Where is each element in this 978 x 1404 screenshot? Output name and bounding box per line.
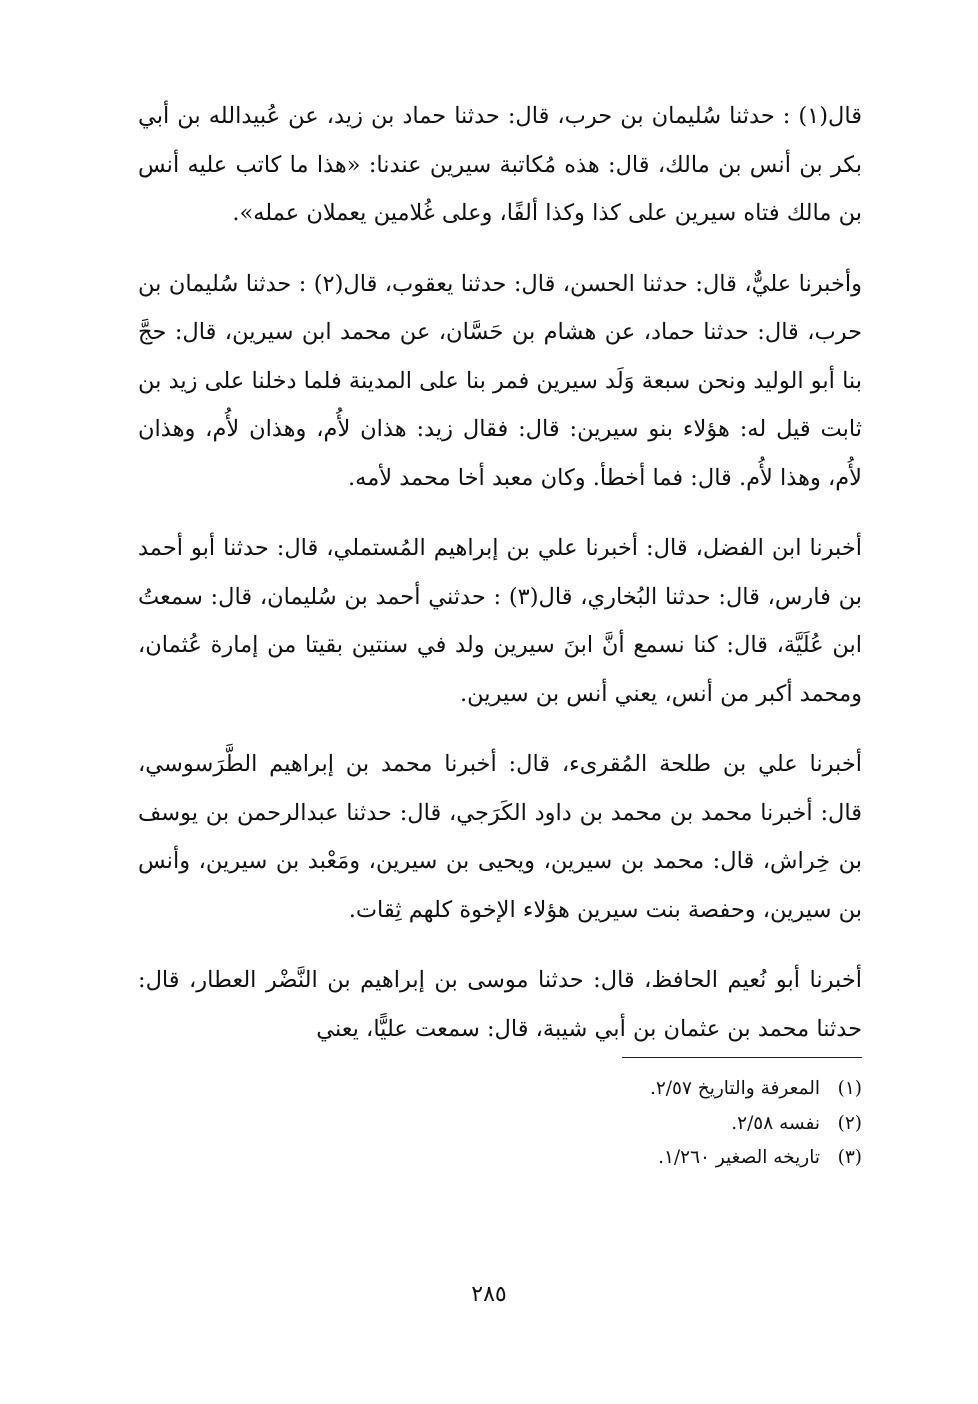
footnote-2: [138, 1107, 862, 1142]
footnote-1: [138, 1072, 862, 1107]
footnote-3: [138, 1141, 862, 1176]
footnote-text: المعرفة والتاريخ ٢/٥٧.: [649, 1078, 820, 1099]
footnote-text: نفسه ٢/٥٨.: [731, 1112, 820, 1134]
footnote-divider: [622, 1057, 862, 1058]
page-number: ٢٨٥: [471, 1282, 507, 1307]
paragraph-4: أخبرنا علي بن طلحة المُقرىء، قال: أخبرنا محمد بن إبراهيم الطَّرَسوسي، قال: أخبرنا محمد بن محمد بن داود الكَرَجي، قال: حدثنا عبدالرحمن بن يوسف بن خِراش، قال: محمد بن سيرين، ويحيى بن سيرين، ومَعْبد بن سيرين، وأنس بن سيرين، وحفصة بنت سيرين هؤلاء الإخوة كلهم ثِقات.: [138, 751, 862, 923]
footnote-text: تاريخه الصغير ١/٢٦٠.: [658, 1147, 820, 1168]
paragraph-5: أخبرنا أبو نُعيم الحافظ، قال: حدثنا موسى بن إبراهيم بن النَّضْر العطار، قال: حدثنا محمد بن عثمان بن أبي شيبة، قال: سمعت عليًّا، يعني: [138, 967, 862, 1042]
paragraph-1: قال(١) : حدثنا سُليمان بن حرب، قال: حدثنا حماد بن زيد، عن عُبيدالله بن أبي بكر بن أنس بن مالك، قال: هذه مُكاتبة سيرين عندنا: «هذا ما كاتب عليه أنس بن مالك فتاه سيرين على كذا وكذا ألفًا، وعلى غُلامين يعملان عمله».: [138, 103, 862, 226]
footnotes: [138, 1072, 862, 1176]
footnote-number: (١): [837, 1078, 862, 1099]
footnote-number: (٣): [837, 1147, 862, 1168]
footnote-number: (٢): [837, 1112, 862, 1134]
paragraph-2: وأخبرنا عليٌّ، قال: حدثنا الحسن، قال: حدثنا يعقوب، قال(٢) : حدثنا سُليمان بن حرب، قال: حدثنا حماد، عن هشام بن حَسَّان، عن محمد ابن سيرين، قال: حجَّ بنا أبو الوليد ونحن سبعة وَلَد سيرين فمر بنا على المدينة فلما دخلنا على زيد بن ثابت قيل له: هؤلاء بنو سيرين: قال: فقال زيد: هذان لأُم، وهذان لأُم، وهذان لأُم، وهذا لأُم. قال: فما أخطأ. وكان معبد أخا محمد لأمه.: [138, 270, 862, 491]
main-text: [138, 92, 862, 1075]
paragraph-3: أخبرنا ابن الفضل، قال: أخبرنا علي بن إبراهيم المُستملي، قال: حدثنا أبو أحمد بن فارس، قال: حدثنا البُخاري، قال(٣) : حدثني أحمد بن سُليمان، قال: سمعتُ ابن عُلَيَّة، قال: كنا نسمع أنَّ ابنَ سيرين ولد في سنتين بقيتا من إمارة عُثمان، ومحمد أكبر من أنس، يعني أنس بن سيرين.: [138, 535, 862, 707]
